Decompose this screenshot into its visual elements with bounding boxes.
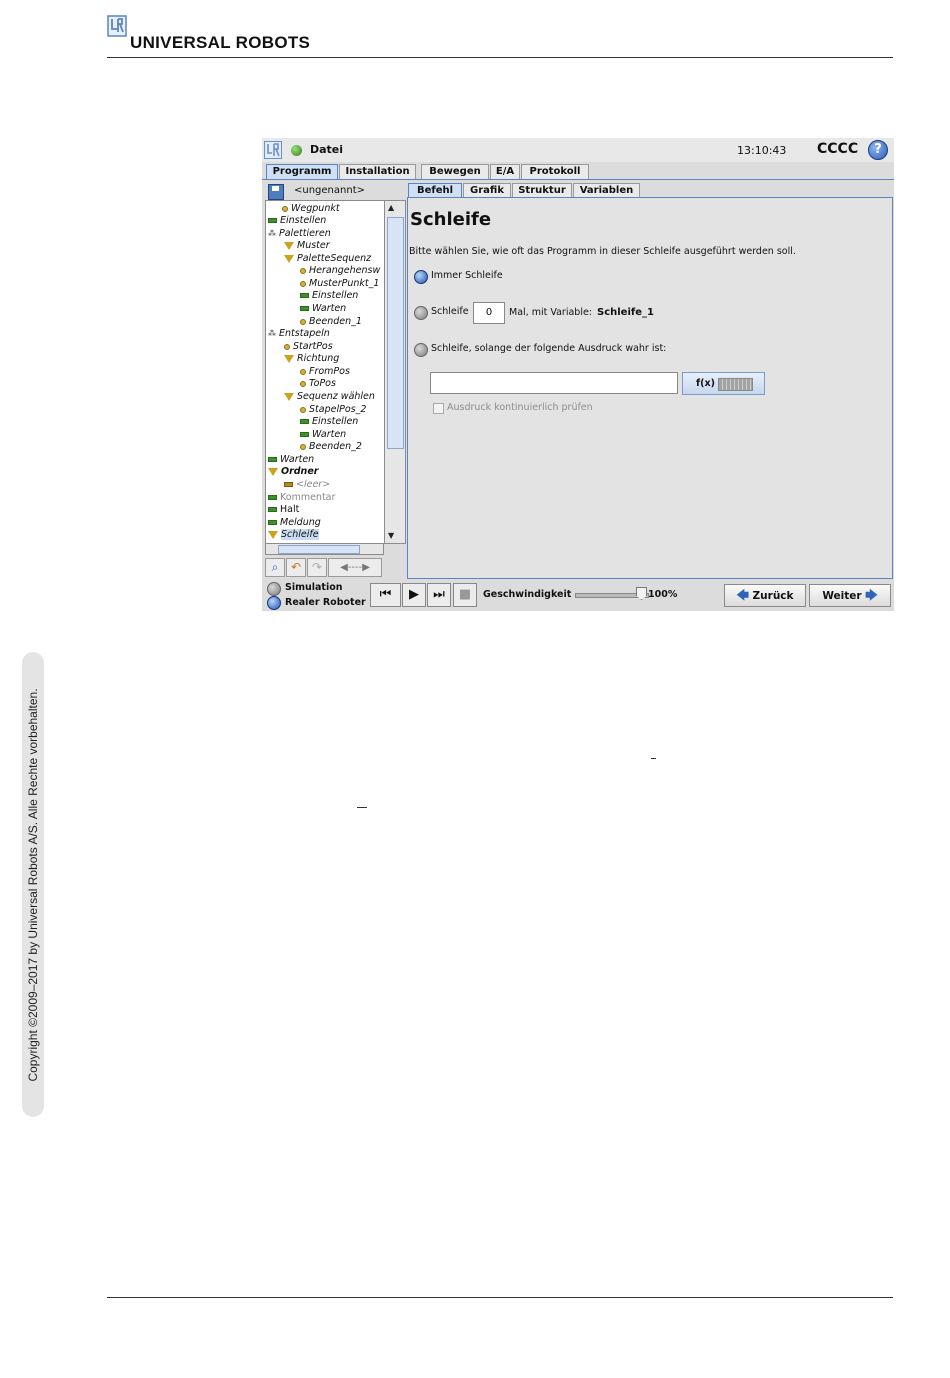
tree-node[interactable]: ⁂ Palettieren bbox=[268, 228, 331, 239]
waypoint-icon bbox=[300, 407, 306, 413]
waypoint-icon bbox=[282, 206, 288, 212]
waypoint-icon bbox=[284, 344, 290, 350]
stray-mark bbox=[651, 758, 656, 759]
tab-programm[interactable]: Programm bbox=[266, 164, 338, 180]
arrow-left-icon: 🡄 bbox=[736, 588, 749, 602]
stray-mark bbox=[357, 807, 367, 808]
tree-node[interactable]: <leer> bbox=[284, 479, 330, 491]
back-button-label: Zurück bbox=[752, 590, 794, 602]
tree-node-selected[interactable]: Schleife bbox=[268, 529, 319, 541]
undo-icon[interactable]: ↶ bbox=[286, 558, 306, 577]
radio-count-label: Schleife bbox=[431, 306, 469, 317]
tree-node[interactable]: FromPos bbox=[300, 366, 350, 378]
move-node-icon[interactable]: ◀----▶ bbox=[328, 558, 382, 577]
arrow-right-icon: 🡆 bbox=[865, 588, 878, 602]
polyscope-window bbox=[262, 138, 894, 611]
save-icon[interactable] bbox=[268, 184, 284, 200]
halt-icon bbox=[268, 507, 277, 512]
hscroll-thumb[interactable] bbox=[278, 545, 360, 554]
tree-node[interactable]: Kommentar bbox=[268, 492, 335, 504]
stop-icon[interactable]: ■ bbox=[453, 583, 477, 607]
rewind-icon[interactable]: ⏮ bbox=[370, 583, 401, 607]
tree-node[interactable]: Ordner bbox=[268, 466, 318, 478]
play-icon[interactable]: ▶ bbox=[402, 583, 426, 607]
tree-node[interactable]: Meldung bbox=[268, 517, 321, 529]
folder-icon bbox=[284, 255, 294, 263]
real-robot-radio[interactable] bbox=[267, 596, 281, 610]
tree-node[interactable]: MusterPunkt_1 bbox=[300, 278, 379, 290]
tree-node[interactable]: Einstellen bbox=[300, 416, 358, 428]
folder-icon bbox=[284, 393, 294, 401]
robot-name: CCCC bbox=[817, 141, 859, 157]
tree-node[interactable]: Einstellen bbox=[300, 290, 358, 302]
continuous-check-label: Ausdruck kontinuierlich prüfen bbox=[447, 402, 593, 413]
step-icon[interactable]: ⏭ bbox=[427, 583, 451, 607]
fx-label: f(x) bbox=[696, 378, 715, 389]
next-button[interactable] bbox=[809, 584, 891, 607]
pallet-icon: ⁂ bbox=[268, 228, 276, 238]
tree-node[interactable]: Beenden_2 bbox=[300, 441, 362, 453]
tree-node[interactable]: Beenden_1 bbox=[300, 316, 362, 328]
universal-robots-logo-icon bbox=[107, 15, 127, 37]
tab-underline bbox=[262, 179, 894, 180]
tree-horizontal-scrollbar[interactable] bbox=[265, 543, 384, 555]
speed-label: Geschwindigkeit bbox=[483, 589, 572, 600]
wait-icon bbox=[300, 432, 309, 437]
simulation-radio[interactable] bbox=[267, 582, 281, 596]
comment-icon bbox=[268, 495, 277, 500]
tree-node[interactable]: ToPos bbox=[300, 378, 336, 390]
copyright-text: Copyright ©2009–2017 by Universal Robots A/S. Alle Rechte vorbehalten. bbox=[26, 687, 40, 1082]
keyboard-icon bbox=[718, 378, 753, 391]
tree-node[interactable]: StartPos bbox=[284, 341, 333, 353]
scroll-thumb[interactable] bbox=[387, 217, 404, 449]
top-bar bbox=[262, 138, 894, 162]
tree-node[interactable]: Warten bbox=[300, 429, 346, 441]
tab-bewegen[interactable]: Bewegen bbox=[421, 164, 489, 179]
pallet-icon: ⁂ bbox=[268, 328, 276, 338]
count-suffix-label: Mal, mit Variable: bbox=[509, 307, 592, 318]
program-name: <ungenannt> bbox=[294, 185, 365, 196]
tree-node[interactable]: PaletteSequenz bbox=[284, 253, 371, 265]
set-icon bbox=[300, 293, 309, 298]
waypoint-icon bbox=[300, 369, 306, 375]
tree-node[interactable]: Warten bbox=[300, 303, 346, 315]
copyright-sidebar bbox=[22, 652, 44, 1117]
popup-icon bbox=[268, 520, 277, 525]
scroll-down-icon[interactable]: ▼ bbox=[388, 531, 395, 540]
waypoint-icon bbox=[300, 444, 306, 450]
tree-node[interactable]: Halt bbox=[268, 504, 299, 516]
tab-struktur[interactable]: Struktur bbox=[512, 183, 572, 197]
file-menu[interactable]: Datei bbox=[310, 143, 344, 156]
program-tree bbox=[265, 200, 385, 544]
intro-text: Bitte wählen Sie, wie oft das Programm in dieser Schleife ausgeführt werden soll. bbox=[409, 246, 796, 257]
radio-count-loop[interactable] bbox=[414, 306, 428, 320]
expression-input[interactable] bbox=[430, 372, 678, 394]
command-panel bbox=[407, 197, 893, 579]
radio-expression-loop[interactable] bbox=[414, 343, 428, 357]
tree-node[interactable]: Einstellen bbox=[268, 215, 326, 227]
tree-node[interactable]: Muster bbox=[284, 240, 330, 252]
set-icon bbox=[300, 419, 309, 424]
tab-variablen[interactable]: Variablen bbox=[573, 183, 640, 197]
tree-node[interactable]: Sequenz wählen bbox=[284, 391, 375, 403]
continuous-check-checkbox[interactable] bbox=[433, 403, 444, 414]
wait-icon bbox=[300, 306, 309, 311]
footer-rule bbox=[107, 1297, 893, 1298]
next-button-label: Weiter bbox=[822, 590, 862, 602]
fx-button[interactable] bbox=[682, 372, 765, 395]
folder-icon bbox=[284, 242, 294, 250]
brand-name: UNIVERSAL ROBOTS bbox=[130, 33, 311, 52]
loop-icon bbox=[268, 531, 278, 539]
scroll-up-icon[interactable]: ▲ bbox=[388, 203, 395, 212]
tab-befehl[interactable]: Befehl bbox=[408, 183, 462, 197]
speed-slider-knob[interactable] bbox=[636, 587, 647, 600]
search-icon[interactable]: ⌕ bbox=[265, 558, 285, 577]
loop-variable-name: Schleife_1 bbox=[597, 307, 654, 318]
clock: 13:10:43 bbox=[737, 144, 787, 157]
redo-icon[interactable]: ↷ bbox=[307, 558, 327, 577]
ur-logo-icon[interactable] bbox=[264, 141, 282, 159]
waypoint-icon bbox=[300, 381, 306, 387]
empty-icon bbox=[284, 482, 293, 487]
tree-node[interactable]: Warten bbox=[268, 454, 314, 466]
tab-grafik[interactable]: Grafik bbox=[463, 183, 511, 197]
help-icon[interactable]: ? bbox=[868, 140, 888, 160]
loop-count-input[interactable]: 0 bbox=[473, 302, 505, 324]
waypoint-icon bbox=[300, 268, 306, 274]
back-button[interactable] bbox=[724, 584, 806, 607]
tab-installation[interactable]: Installation bbox=[339, 164, 416, 179]
tree-node[interactable]: Richtung bbox=[284, 353, 339, 365]
page-title: Schleife bbox=[410, 209, 492, 230]
tree-vertical-scrollbar[interactable] bbox=[384, 200, 406, 544]
set-icon bbox=[268, 218, 277, 223]
tree-node[interactable]: StapelPos_2 bbox=[300, 404, 366, 416]
tree-node[interactable]: Herangehensw bbox=[300, 265, 380, 277]
radio-always-label: Immer Schleife bbox=[431, 270, 503, 281]
folder-icon bbox=[268, 468, 278, 476]
header-rule bbox=[107, 57, 893, 58]
folder-icon bbox=[284, 355, 294, 363]
tree-node[interactable]: Wegpunkt bbox=[282, 203, 340, 215]
speed-value: 100% bbox=[648, 589, 678, 600]
tree-toolbar bbox=[265, 558, 407, 576]
radio-always-loop[interactable] bbox=[414, 270, 428, 284]
wait-icon bbox=[268, 457, 277, 462]
tab-ea[interactable]: E/A bbox=[490, 164, 520, 179]
waypoint-icon bbox=[300, 319, 306, 325]
status-dot-icon bbox=[291, 145, 302, 156]
simulation-label: Simulation bbox=[285, 582, 343, 593]
waypoint-icon bbox=[300, 281, 306, 287]
real-robot-label: Realer Roboter bbox=[285, 597, 366, 608]
tab-protokoll[interactable]: Protokoll bbox=[521, 164, 589, 179]
tree-node[interactable]: ⁂ Entstapeln bbox=[268, 328, 330, 339]
radio-expression-label: Schleife, solange der folgende Ausdruck wahr ist: bbox=[431, 343, 667, 354]
